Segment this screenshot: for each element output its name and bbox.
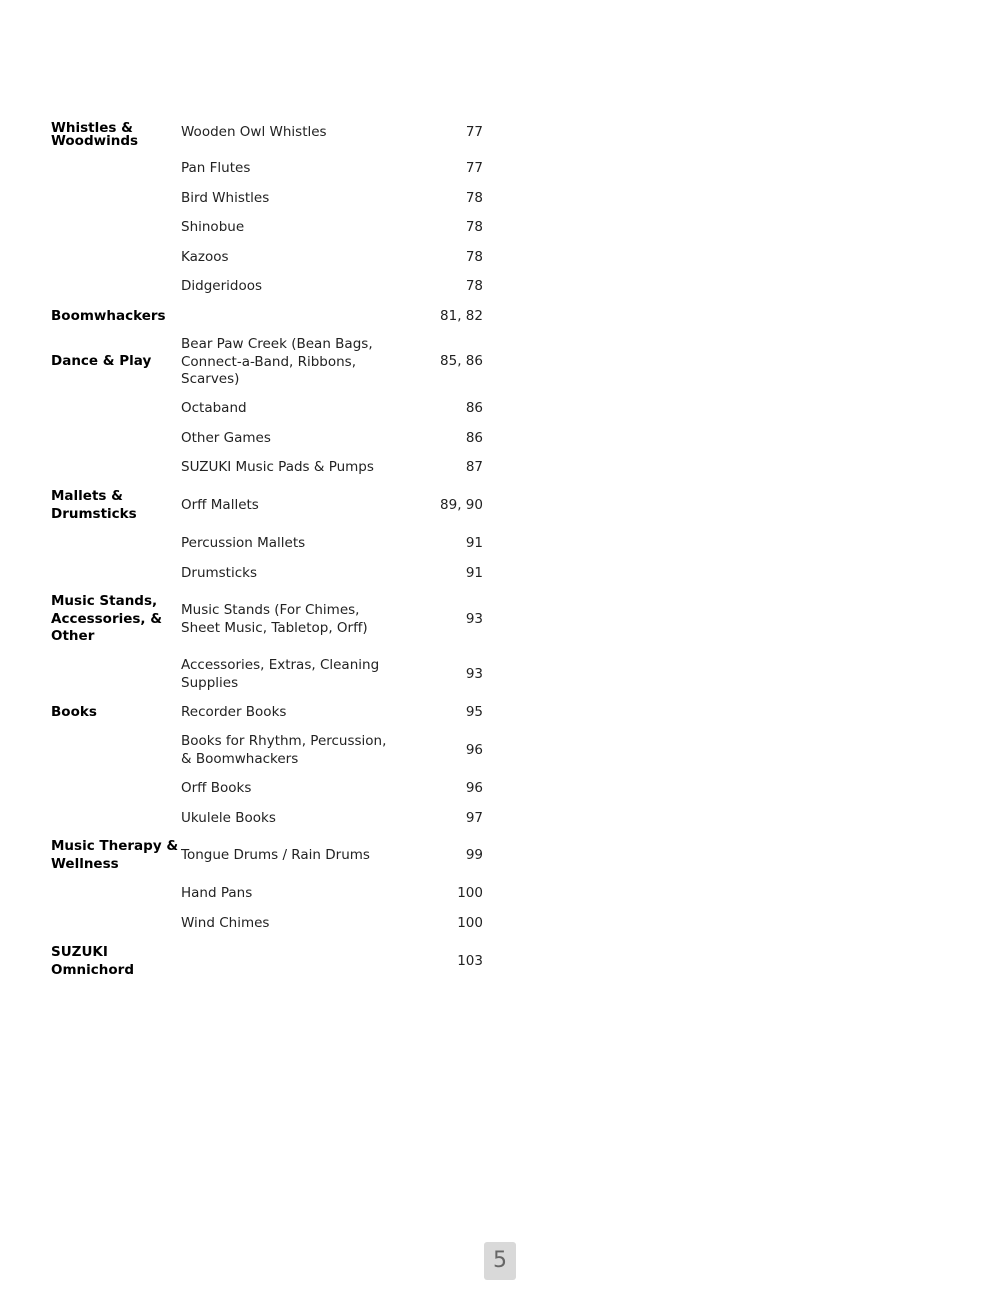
item-label: Bird Whistles	[181, 190, 270, 206]
item-label: Wooden Owl Whistles	[181, 124, 327, 140]
item-label: Orff Mallets	[181, 497, 259, 513]
page-ref: 100	[457, 885, 483, 901]
item-label: Didgeridoos	[181, 278, 263, 294]
page-ref: 96	[465, 780, 483, 796]
page-ref: 87	[465, 459, 483, 475]
item-label: Pan Flutes	[181, 160, 251, 176]
category-label: Boomwhackers	[51, 308, 166, 324]
item-label: Other Games	[181, 430, 271, 446]
page-number: 5	[484, 1242, 516, 1280]
category-label: Dance & Play	[51, 353, 152, 369]
page-ref: 78	[465, 219, 483, 235]
page-ref: 85, 86	[440, 353, 483, 369]
item-label: Recorder Books	[181, 704, 287, 720]
item-label: Ukulele Books	[181, 810, 276, 826]
category-label: Whistles & Woodwinds	[51, 120, 139, 149]
page-ref: 86	[465, 430, 483, 446]
item-label: Orff Books	[181, 780, 252, 796]
page-ref: 78	[465, 190, 483, 206]
category-label: SUZUKI Omnichord	[51, 944, 134, 978]
item-label: SUZUKI Music Pads & Pumps	[181, 459, 374, 475]
page-ref: 91	[465, 535, 483, 551]
category-label: Music Stands, Accessories, & Other	[51, 593, 163, 644]
page-ref: 93	[465, 611, 483, 627]
category-label: Mallets & Drumsticks	[51, 488, 137, 522]
category-label: Books	[51, 704, 97, 720]
item-label: Percussion Mallets	[181, 535, 306, 551]
item-label: Accessories, Extras, Cleaning Supplies	[181, 657, 380, 691]
item-label: Hand Pans	[181, 885, 253, 901]
page-ref: 103	[457, 953, 483, 969]
item-label: Wind Chimes	[181, 915, 270, 931]
page-ref: 77	[465, 124, 483, 140]
page-ref: 77	[465, 160, 483, 176]
item-label: Music Stands (For Chimes, Sheet Music, Tabletop, Orff)	[181, 602, 368, 636]
page-ref: 97	[465, 810, 483, 826]
page-ref: 81, 82	[440, 308, 483, 324]
page-ref: 91	[465, 565, 483, 581]
page-ref: 100	[457, 915, 483, 931]
page-ref: 99	[465, 847, 483, 863]
item-label: Books for Rhythm, Percussion, & Boomwhackers	[181, 733, 387, 767]
page-ref: 93	[465, 666, 483, 682]
page-ref: 78	[465, 278, 483, 294]
item-label: Tongue Drums / Rain Drums	[181, 847, 370, 863]
page-ref: 86	[465, 400, 483, 416]
page-ref: 95	[465, 704, 483, 720]
item-label: Shinobue	[181, 219, 245, 235]
page-ref: 78	[465, 249, 483, 265]
category-label: Music Therapy & Wellness	[51, 838, 179, 872]
item-label: Kazoos	[181, 249, 229, 265]
page-ref: 89, 90	[440, 497, 483, 513]
item-label: Bear Paw Creek (Bean Bags, Connect-a-Band, Ribbons, Scarves)	[181, 336, 373, 387]
item-label: Octaband	[181, 400, 247, 416]
page-ref: 96	[465, 742, 483, 758]
item-label: Drumsticks	[181, 565, 258, 581]
